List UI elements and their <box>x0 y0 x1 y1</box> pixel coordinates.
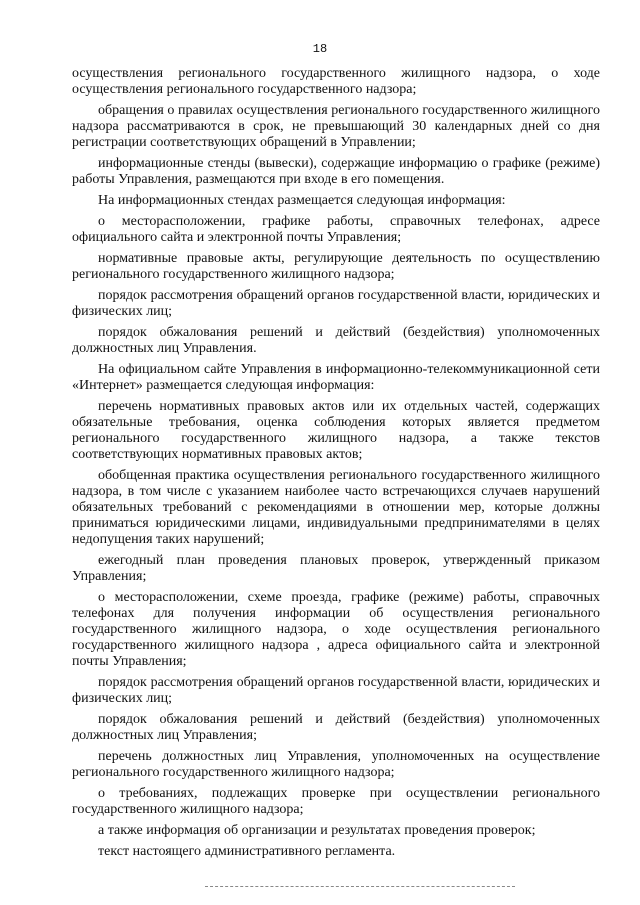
paragraph: нормативные правовые акты, регулирующие деятельность по осуществлению регионального государственного жилищного надзора; <box>72 251 600 282</box>
paragraph: перечень нормативных правовых актов или их отдельных частей, содержащих обязательные требования, оценка соблюдения которых является предметом регионального государственного жилищного надзора, а также текстов соответствующих нормативных правовых актов; <box>72 399 600 462</box>
paragraph: порядок обжалования решений и действий (бездействия) уполномоченных должностных лиц Управления; <box>72 712 600 743</box>
paragraph: порядок рассмотрения обращений органов государственной власти, юридических и физических лиц; <box>72 288 600 319</box>
paragraph: ежегодный план проведения плановых проверок, утвержденный приказом Управления; <box>72 553 600 584</box>
paragraph: о месторасположении, графике работы, справочных телефонах, адресе официального сайта и электронной почты Управления; <box>72 214 600 245</box>
paragraph: На официальном сайте Управления в информационно-телекоммуникационной сети «Интернет» размещается следующая информация: <box>72 362 600 393</box>
footer-divider <box>205 886 515 887</box>
paragraph: порядок рассмотрения обращений органов государственной власти, юридических и физических лиц; <box>72 675 600 706</box>
paragraph: На информационных стендах размещается следующая информация: <box>98 193 506 208</box>
paragraph: осуществления регионального государственного жилищного надзора, о ходе осуществления регионального государственного надзора; <box>72 66 600 97</box>
paragraph: о требованиях, подлежащих проверке при осуществлении регионального государственного жилищного надзора; <box>72 786 600 817</box>
paragraph: о месторасположении, схеме проезда, графике (режиме) работы, справочных телефонах для получения информации об осуществления регионального государственного жилищного надзора, о ходе осуществления регионального государственного жилищного надзора , адреса официального сайта и электронной почты Управления; <box>72 590 600 669</box>
page-number: 18 <box>312 42 328 56</box>
paragraph: обобщенная практика осуществления регионального государственного жилищного надзора, в том числе с указанием наиболее часто встречающихся случаев нарушений обязательных требований с рекомендациями в отношении мер, которые должны приниматься юридическими лицами, индивидуальными предпринимателями в целях недопущения таких нарушений; <box>72 468 600 547</box>
paragraph: а также информация об организации и результатах проведения проверок; <box>98 823 536 838</box>
document-body <box>72 66 600 865</box>
paragraph: текст настоящего административного регламента. <box>98 844 396 859</box>
paragraph: перечень должностных лиц Управления, уполномоченных на осуществление регионального государственного жилищного надзора; <box>72 749 600 780</box>
paragraph: обращения о правилах осуществления регионального государственного жилищного надзора рассматриваются в срок, не превышающий 30 календарных дней со дня регистрации соответствующих обращений в Управлении; <box>72 103 600 150</box>
paragraph: информационные стенды (вывески), содержащие информацию о графике (режиме) работы Управления, размещаются при входе в его помещения. <box>72 156 600 187</box>
paragraph: порядок обжалования решений и действий (бездействия) уполномоченных должностных лиц Управления. <box>72 325 600 356</box>
